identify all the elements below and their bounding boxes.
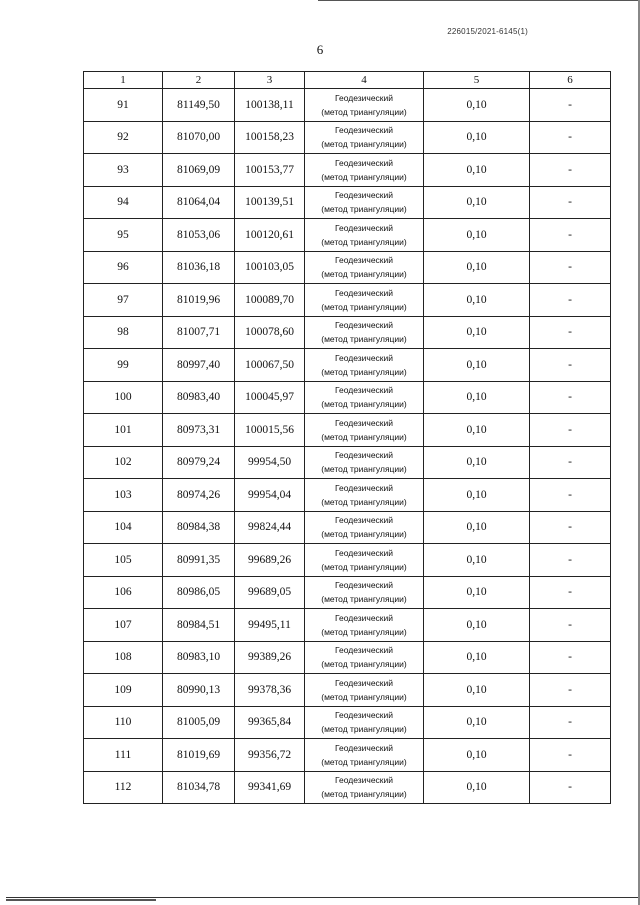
method-cell [305, 771, 424, 804]
accuracy-cell: 0,10 [424, 641, 530, 674]
x-coordinate-cell: 80973,31 [163, 414, 235, 447]
method-line-2: (метод триангуляции) [321, 204, 407, 215]
x-coordinate-cell: 80983,40 [163, 381, 235, 414]
table-row [84, 544, 611, 577]
note-cell: - [530, 771, 611, 804]
point-number-cell: 110 [84, 706, 163, 739]
method-line-1: Геодезический [334, 742, 394, 753]
y-coordinate-cell: 100089,70 [235, 284, 305, 317]
point-number-cell: 112 [84, 771, 163, 804]
method-cell [305, 544, 424, 577]
method-line-1: Геодезический [334, 515, 394, 526]
note-cell: - [530, 381, 611, 414]
y-coordinate-cell: 99689,05 [235, 576, 305, 609]
method-cell [305, 414, 424, 447]
y-coordinate-cell: 100045,97 [235, 381, 305, 414]
point-number-cell: 111 [84, 739, 163, 772]
accuracy-cell: 0,10 [424, 771, 530, 804]
point-number-cell: 107 [84, 609, 163, 642]
y-coordinate-cell: 99495,11 [235, 609, 305, 642]
document-id: 226015/2021-6145(1) [447, 27, 528, 36]
point-number-cell: 96 [84, 251, 163, 284]
note-cell: - [530, 446, 611, 479]
method-line-2: (метод триангуляции) [321, 529, 407, 540]
y-coordinate-cell: 99378,36 [235, 674, 305, 707]
x-coordinate-cell: 80991,35 [163, 544, 235, 577]
method-cell [305, 609, 424, 642]
x-coordinate-cell: 80984,38 [163, 511, 235, 544]
method-line-1: Геодезический [334, 125, 394, 136]
coordinates-table [83, 71, 611, 804]
point-number-cell: 92 [84, 121, 163, 154]
x-coordinate-cell: 80979,24 [163, 446, 235, 479]
method-cell [305, 284, 424, 317]
method-line-2: (метод триангуляции) [321, 399, 407, 410]
method-line-2: (метод триангуляции) [321, 561, 407, 572]
method-line-1: Геодезический [334, 352, 394, 363]
table-row [84, 186, 611, 219]
table-row [84, 609, 611, 642]
method-line-1: Геодезический [334, 775, 394, 786]
method-cell [305, 186, 424, 219]
note-cell: - [530, 609, 611, 642]
note-cell: - [530, 154, 611, 187]
method-cell [305, 739, 424, 772]
y-coordinate-cell: 99689,26 [235, 544, 305, 577]
y-coordinate-cell: 99954,04 [235, 479, 305, 512]
method-cell [305, 381, 424, 414]
method-line-1: Геодезический [334, 417, 394, 428]
method-line-1: Геодезический [334, 645, 394, 656]
table-row [84, 674, 611, 707]
method-cell [305, 121, 424, 154]
accuracy-cell: 0,10 [424, 219, 530, 252]
column-header-5: 5 [424, 72, 530, 89]
table-row [84, 771, 611, 804]
y-coordinate-cell: 100015,56 [235, 414, 305, 447]
method-cell [305, 641, 424, 674]
x-coordinate-cell: 81036,18 [163, 251, 235, 284]
accuracy-cell: 0,10 [424, 576, 530, 609]
accuracy-cell: 0,10 [424, 674, 530, 707]
method-line-2: (метод триангуляции) [321, 464, 407, 475]
accuracy-cell: 0,10 [424, 284, 530, 317]
x-coordinate-cell: 80983,10 [163, 641, 235, 674]
x-coordinate-cell: 81007,71 [163, 316, 235, 349]
note-cell: - [530, 219, 611, 252]
table-body [84, 89, 611, 804]
method-cell [305, 219, 424, 252]
table-row [84, 446, 611, 479]
note-cell: - [530, 251, 611, 284]
table-row [84, 316, 611, 349]
point-number-cell: 94 [84, 186, 163, 219]
method-line-2: (метод триангуляции) [321, 659, 407, 670]
column-header-3: 3 [235, 72, 305, 89]
y-coordinate-cell: 100067,50 [235, 349, 305, 382]
table-row [84, 284, 611, 317]
method-line-1: Геодезический [334, 677, 394, 688]
method-line-1: Геодезический [334, 580, 394, 591]
method-line-1: Геодезический [334, 287, 394, 298]
point-number-cell: 91 [84, 89, 163, 122]
accuracy-cell: 0,10 [424, 609, 530, 642]
method-line-2: (метод триангуляции) [321, 724, 407, 735]
method-line-2: (метод триангуляции) [321, 171, 407, 182]
x-coordinate-cell: 81070,00 [163, 121, 235, 154]
y-coordinate-cell: 99341,69 [235, 771, 305, 804]
table-row [84, 219, 611, 252]
method-line-2: (метод триангуляции) [321, 139, 407, 150]
method-line-2: (метод триангуляции) [321, 626, 407, 637]
table-row [84, 251, 611, 284]
point-number-cell: 99 [84, 349, 163, 382]
method-cell [305, 446, 424, 479]
method-cell [305, 576, 424, 609]
scan-edge-top [318, 0, 640, 1]
table-row [84, 479, 611, 512]
y-coordinate-cell: 100158,23 [235, 121, 305, 154]
x-coordinate-cell: 80984,51 [163, 609, 235, 642]
note-cell: - [530, 479, 611, 512]
x-coordinate-cell: 81019,69 [163, 739, 235, 772]
method-line-2: (метод триангуляции) [321, 269, 407, 280]
method-line-1: Геодезический [334, 482, 394, 493]
method-line-1: Геодезический [334, 710, 394, 721]
accuracy-cell: 0,10 [424, 739, 530, 772]
point-number-cell: 93 [84, 154, 163, 187]
y-coordinate-cell: 100103,05 [235, 251, 305, 284]
method-line-2: (метод триангуляции) [321, 496, 407, 507]
point-number-cell: 108 [84, 641, 163, 674]
accuracy-cell: 0,10 [424, 381, 530, 414]
method-line-2: (метод триангуляции) [321, 301, 407, 312]
method-cell [305, 154, 424, 187]
table-row [84, 154, 611, 187]
method-line-2: (метод триангуляции) [321, 789, 407, 800]
x-coordinate-cell: 81064,04 [163, 186, 235, 219]
x-coordinate-cell: 81053,06 [163, 219, 235, 252]
page-number: 6 [316, 42, 324, 57]
x-coordinate-cell: 80990,13 [163, 674, 235, 707]
note-cell: - [530, 284, 611, 317]
method-cell [305, 706, 424, 739]
note-cell: - [530, 641, 611, 674]
point-number-cell: 104 [84, 511, 163, 544]
table-row [84, 414, 611, 447]
point-number-cell: 105 [84, 544, 163, 577]
method-cell [305, 674, 424, 707]
method-line-1: Геодезический [334, 450, 394, 461]
table-row [84, 349, 611, 382]
method-cell [305, 89, 424, 122]
column-header-2: 2 [163, 72, 235, 89]
y-coordinate-cell: 100078,60 [235, 316, 305, 349]
point-number-cell: 98 [84, 316, 163, 349]
note-cell: - [530, 121, 611, 154]
note-cell: - [530, 674, 611, 707]
note-cell: - [530, 706, 611, 739]
table-row [84, 121, 611, 154]
table-row [84, 576, 611, 609]
point-number-cell: 109 [84, 674, 163, 707]
method-line-2: (метод триангуляции) [321, 236, 407, 247]
table-row [84, 511, 611, 544]
method-line-2: (метод триангуляции) [321, 366, 407, 377]
scan-edge-bottom-mark [6, 899, 156, 901]
accuracy-cell: 0,10 [424, 446, 530, 479]
method-line-2: (метод триангуляции) [321, 334, 407, 345]
method-line-2: (метод триангуляции) [321, 756, 407, 767]
note-cell: - [530, 576, 611, 609]
y-coordinate-cell: 100139,51 [235, 186, 305, 219]
method-line-2: (метод триангуляции) [321, 431, 407, 442]
note-cell: - [530, 349, 611, 382]
method-cell [305, 479, 424, 512]
accuracy-cell: 0,10 [424, 154, 530, 187]
accuracy-cell: 0,10 [424, 706, 530, 739]
method-line-1: Геодезический [334, 157, 394, 168]
method-cell [305, 349, 424, 382]
method-line-1: Геодезический [334, 255, 394, 266]
y-coordinate-cell: 100153,77 [235, 154, 305, 187]
method-line-1: Геодезический [334, 385, 394, 396]
method-cell [305, 511, 424, 544]
method-line-2: (метод триангуляции) [321, 691, 407, 702]
table-row [84, 381, 611, 414]
note-cell: - [530, 414, 611, 447]
x-coordinate-cell: 81069,09 [163, 154, 235, 187]
point-number-cell: 97 [84, 284, 163, 317]
note-cell: - [530, 511, 611, 544]
x-coordinate-cell: 80997,40 [163, 349, 235, 382]
method-line-1: Геодезический [334, 92, 394, 103]
y-coordinate-cell: 99389,26 [235, 641, 305, 674]
method-line-2: (метод триангуляции) [321, 594, 407, 605]
accuracy-cell: 0,10 [424, 186, 530, 219]
column-header-6: 6 [530, 72, 611, 89]
method-line-1: Геодезический [334, 612, 394, 623]
point-number-cell: 101 [84, 414, 163, 447]
method-line-1: Геодезический [334, 222, 394, 233]
x-coordinate-cell: 81005,09 [163, 706, 235, 739]
accuracy-cell: 0,10 [424, 349, 530, 382]
table-row [84, 706, 611, 739]
table-header-row [84, 72, 611, 89]
point-number-cell: 103 [84, 479, 163, 512]
point-number-cell: 102 [84, 446, 163, 479]
accuracy-cell: 0,10 [424, 316, 530, 349]
y-coordinate-cell: 99954,50 [235, 446, 305, 479]
method-cell [305, 251, 424, 284]
note-cell: - [530, 89, 611, 122]
scan-edge-bottom [6, 897, 638, 898]
x-coordinate-cell: 81019,96 [163, 284, 235, 317]
note-cell: - [530, 739, 611, 772]
column-header-4: 4 [305, 72, 424, 89]
table-row [84, 641, 611, 674]
y-coordinate-cell: 100120,61 [235, 219, 305, 252]
accuracy-cell: 0,10 [424, 544, 530, 577]
accuracy-cell: 0,10 [424, 511, 530, 544]
accuracy-cell: 0,10 [424, 479, 530, 512]
method-line-1: Геодезический [334, 190, 394, 201]
note-cell: - [530, 316, 611, 349]
x-coordinate-cell: 81149,50 [163, 89, 235, 122]
y-coordinate-cell: 99365,84 [235, 706, 305, 739]
note-cell: - [530, 186, 611, 219]
method-cell [305, 316, 424, 349]
accuracy-cell: 0,10 [424, 251, 530, 284]
method-line-1: Геодезический [334, 320, 394, 331]
accuracy-cell: 0,10 [424, 414, 530, 447]
x-coordinate-cell: 81034,78 [163, 771, 235, 804]
y-coordinate-cell: 99824,44 [235, 511, 305, 544]
method-line-1: Геодезический [334, 547, 394, 558]
method-line-2: (метод триангуляции) [321, 106, 407, 117]
table-row [84, 739, 611, 772]
accuracy-cell: 0,10 [424, 121, 530, 154]
table-row [84, 89, 611, 122]
y-coordinate-cell: 100138,11 [235, 89, 305, 122]
note-cell: - [530, 544, 611, 577]
y-coordinate-cell: 99356,72 [235, 739, 305, 772]
point-number-cell: 106 [84, 576, 163, 609]
point-number-cell: 100 [84, 381, 163, 414]
x-coordinate-cell: 80986,05 [163, 576, 235, 609]
x-coordinate-cell: 80974,26 [163, 479, 235, 512]
point-number-cell: 95 [84, 219, 163, 252]
accuracy-cell: 0,10 [424, 89, 530, 122]
column-header-1: 1 [84, 72, 163, 89]
